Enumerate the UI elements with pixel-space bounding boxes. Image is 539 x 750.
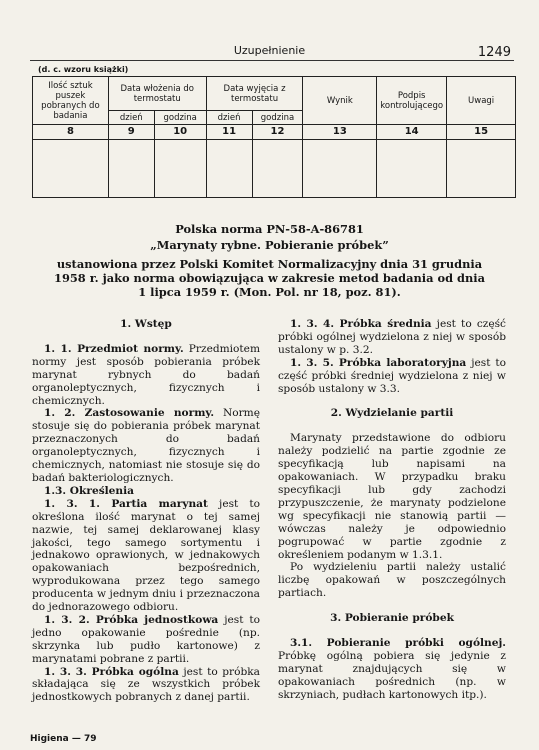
paragraph-text: Próbkę ogólną pobiera się jedynie z marynat znajdujących się w opakowaniach pośrednich (np. w skrzyniach, pudłach kartonowych itp.). — [278, 649, 506, 701]
paragraph — [32, 666, 260, 705]
subheader-dzien: dzień — [206, 111, 252, 125]
empty-cell — [252, 140, 303, 198]
register-table — [32, 76, 516, 198]
empty-cell — [206, 140, 252, 198]
empty-cell — [447, 140, 516, 198]
norm-line: ustanowiona przez Polski Komitet Normalizacyjny dnia 31 grudnia — [56, 257, 483, 271]
section-heading: 3. Pobieranie próbek — [330, 612, 454, 625]
paragraph-text: Normę stosuje się do pobierania próbek marynat przeznaczonych do badań organoleptycznych, fizycznych i chemicznych, natomiast nie stosuje się do badań bakteriologicznych. — [32, 407, 260, 484]
empty-cell — [108, 140, 154, 198]
right-column — [278, 318, 506, 702]
empty-cell — [377, 140, 447, 198]
paragraph-text: jest to jedno opakowanie pośrednie (np. skrzynka lub pudło kartonowe) z marynatami pobrane z partii. — [32, 613, 261, 665]
footer: Higiena — 79 — [30, 734, 97, 744]
subheader-dzien: dzień — [108, 111, 154, 125]
paragraph-heading: 1. 1. Przedmiot normy. — [44, 342, 184, 355]
running-header-title: Uzupełnienie — [233, 44, 306, 57]
header-cell-wynik: Wynik — [303, 77, 377, 125]
header-rule — [30, 60, 514, 61]
left-column — [32, 318, 260, 704]
column-number: 9 — [108, 125, 154, 140]
header-cell-data-wyjecia: Data wyjęcia z termostatu — [206, 77, 303, 111]
header-cell-data-wlozenia: Data włożenia do termostatu — [108, 77, 206, 111]
column-number: 13 — [303, 125, 377, 140]
column-number: 10 — [154, 125, 206, 140]
column-number: 12 — [252, 125, 303, 140]
paragraph-heading: 1. 3. 4. Próbka średnia — [290, 318, 432, 330]
paragraph — [278, 637, 506, 702]
subheader-godzina: godzina — [252, 111, 303, 125]
header-cell-ilosc: Ilość sztuk puszek pobranych do badania — [33, 77, 109, 125]
paragraph-heading: 1. 3. 3. Próbka ogólna — [44, 665, 179, 678]
paragraph-heading: 3.1. Pobieranie próbki ogólnej. — [290, 637, 506, 650]
paragraph-text: jest to próbka składająca się ze wszystkich próbek jednostkowych pobranych z danej partii. — [32, 665, 260, 704]
paragraph-text: jest to część próbki ogólnej wydzielona z niej w sposób ustalony w p. 3.2. — [278, 318, 506, 356]
column-number: 14 — [377, 125, 447, 140]
empty-cell — [154, 140, 206, 198]
norm-line: 1958 r. jako norma obowiązująca w zakresie metod badania od dnia — [54, 271, 485, 285]
paragraph — [32, 407, 260, 484]
section-heading: 2. Wydzielanie partii — [330, 407, 454, 420]
norm-title: Polska norma PN-58-A-86781 — [175, 222, 364, 236]
form-note: (d. c. wzoru książki) — [38, 65, 129, 74]
paragraph-text: jest to określona ilość marynat o tej samej nazwie, tej samej deklarowanej klasy jakości, tego samego sortymentu i jednakowo oprawionych, w jednakowych opakowaniach bezpośrednich, wyprodukowana przez tego samego producenta w jednym dniu i przeznaczona do jednorazowego odbioru. — [32, 497, 260, 614]
column-number: 15 — [447, 125, 516, 140]
header-cell-uwagi: Uwagi — [447, 77, 516, 125]
paragraph — [32, 343, 260, 408]
paragraph — [278, 357, 506, 396]
section-heading: 1. Wstęp — [120, 318, 172, 330]
norm-subtitle: „Marynaty rybne. Pobieranie próbek” — [150, 238, 389, 252]
page-number: 1249 — [477, 45, 511, 60]
subsection-heading: 1.3. Określenia — [44, 484, 135, 497]
paragraph-heading: 1. 3. 1. Partia marynat — [44, 497, 208, 510]
paragraph-text: jest to część próbki średniej wydzielona z niej w sposób ustalony w 3.3. — [278, 356, 507, 395]
empty-cell — [303, 140, 377, 198]
subheader-godzina: godzina — [154, 111, 206, 125]
header-cell-podpis: Podpis kontrolującego — [377, 77, 447, 125]
column-number: 8 — [33, 125, 109, 140]
paragraph — [32, 498, 260, 614]
paragraph-heading: 1. 2. Zastosowanie normy. — [44, 407, 215, 420]
paragraph-heading: 1. 3. 2. Próbka jednostkowa — [44, 613, 219, 626]
column-number: 11 — [206, 125, 252, 140]
paragraph — [278, 318, 506, 357]
empty-cell — [33, 140, 109, 198]
paragraph: Po wydzieleniu partii należy ustalić liczbę opakowań w poszczególnych partiach. — [278, 561, 506, 600]
paragraph-text: Przedmiotem normy jest sposób pobierania próbek marynat rybnych do badań organoleptycznych, fizycznych i chemicznych. — [32, 342, 261, 407]
paragraph: Marynaty przedstawione do odbioru należy podzielić na partie zgodnie ze specyfikacją lub napisami na opakowaniach. W przypadku braku specyfikacji lub gdy zachodzi przypuszczenie, że marynaty podzielone wg specyfikacji nie stanowią partii — wówczas należy je odpowiednio pogrupować w partie zgodnie z określeniem podanym w 1.3.1. — [278, 432, 506, 561]
paragraph-heading: 1. 3. 5. Próbka laboratoryjna — [290, 356, 467, 369]
norm-line: 1 lipca 1959 r. (Mon. Pol. nr 18, poz. 81). — [138, 285, 401, 299]
paragraph — [32, 614, 260, 666]
